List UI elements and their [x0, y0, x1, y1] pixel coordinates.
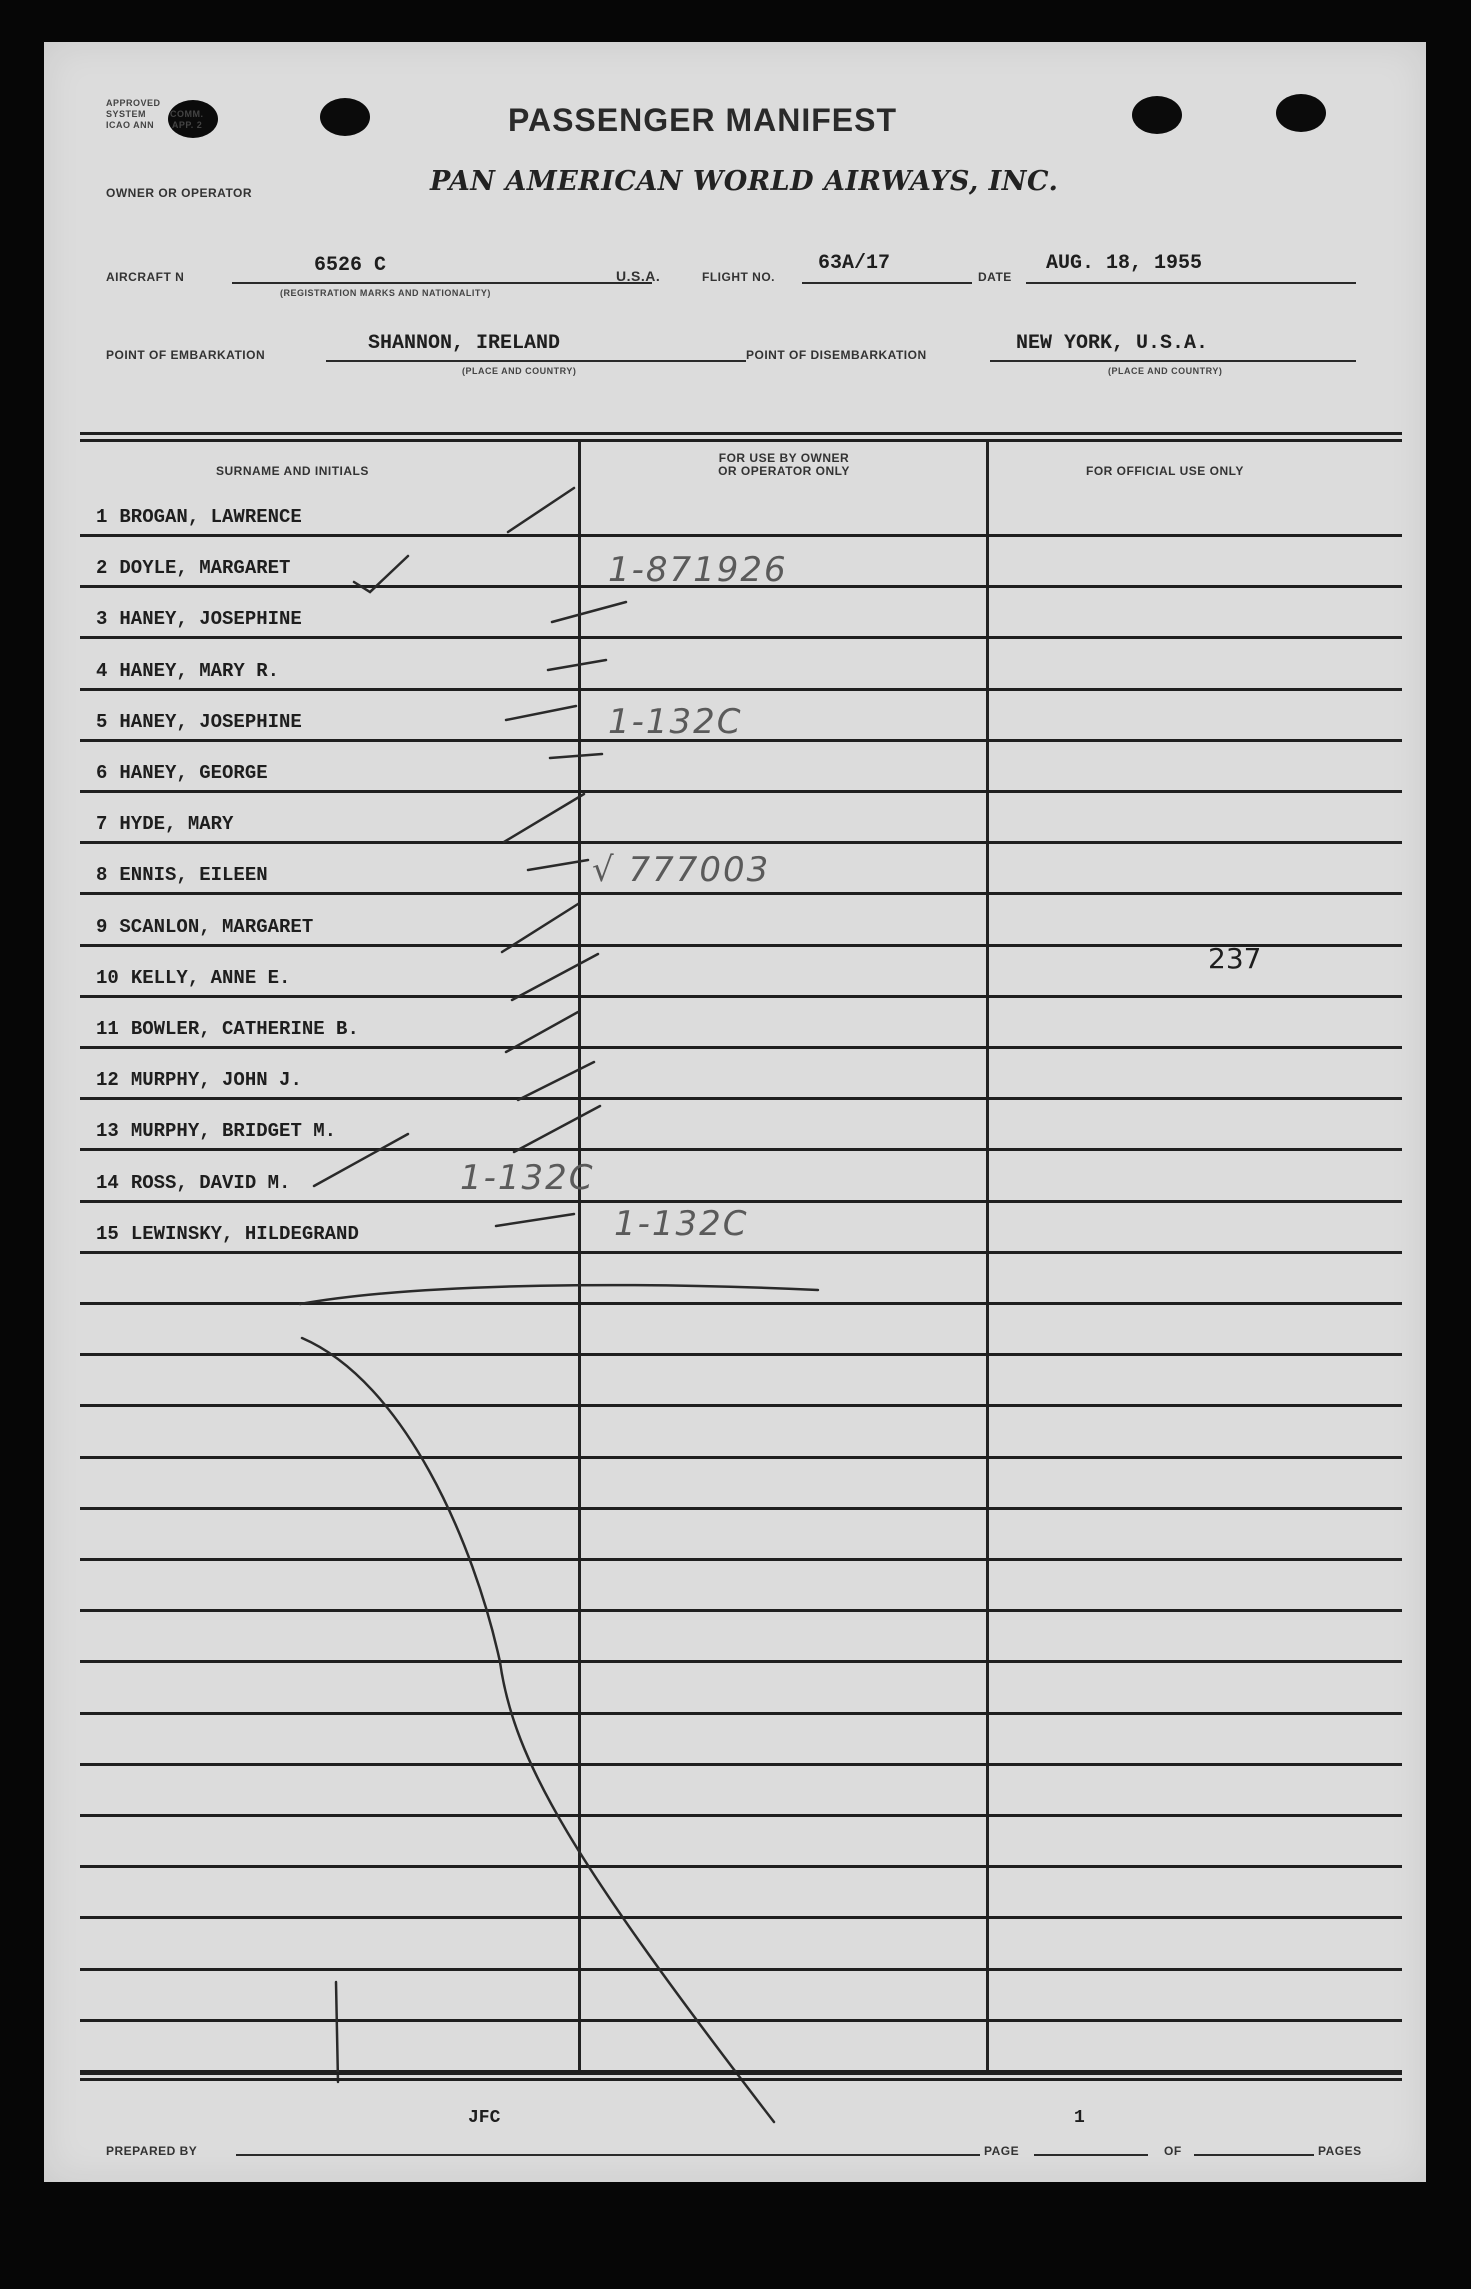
passenger-name: LEWINSKY, HILDEGRAND	[130, 1223, 359, 1245]
passenger-name: DOYLE, MARGARET	[119, 557, 291, 579]
owner-label: OWNER OR OPERATOR	[106, 186, 253, 200]
passenger-number: 11	[96, 1018, 119, 1040]
disembarkation-value: NEW YORK, U.S.A.	[1016, 332, 1209, 355]
passenger-number: 6	[96, 762, 108, 784]
form-title: PASSENGER MANIFEST	[508, 102, 897, 138]
passenger-number: 12	[96, 1069, 119, 1091]
page-label: PAGE	[984, 2144, 1020, 2158]
passenger-number: 8	[96, 864, 108, 886]
passenger-name: ENNIS, EILEEN	[119, 864, 268, 886]
flight-number: 63A/17	[818, 252, 891, 275]
aircraft-registration: 6526 C	[314, 254, 387, 277]
passenger-name: HANEY, JOSEPHINE	[119, 711, 302, 733]
column-header-surname: SURNAME AND INITIALS	[216, 464, 369, 478]
passenger-name: MURPHY, JOHN J.	[130, 1069, 302, 1091]
passenger-number: 1	[96, 506, 108, 528]
passenger-name: SCANLON, MARGARET	[119, 916, 314, 938]
passenger-name: HANEY, MARY R.	[119, 660, 280, 682]
passenger-number: 10	[96, 967, 119, 989]
aircraft-sublabel: (REGISTRATION MARKS AND NATIONALITY)	[280, 288, 491, 298]
handwritten-note-row15: 1-132C	[614, 1204, 749, 1244]
passenger-name: KELLY, ANNE E.	[130, 967, 291, 989]
disembarkation-label: POINT OF DISEMBARKATION	[746, 348, 927, 362]
flight-label: FLIGHT NO.	[702, 270, 775, 284]
passenger-number: 15	[96, 1223, 119, 1245]
operator-name: PAN AMERICAN WORLD AIRWAYS, INC.	[430, 166, 1059, 197]
passenger-number: 9	[96, 916, 108, 938]
column-header-owner-use: FOR USE BY OWNER OR OPERATOR ONLY	[718, 451, 850, 478]
embarkation-sublabel: (PLACE AND COUNTRY)	[462, 366, 577, 376]
date-label: DATE	[978, 270, 1012, 284]
passenger-name: HYDE, MARY	[119, 813, 234, 835]
handwritten-note-row5: 1-132C	[608, 702, 743, 742]
passenger-number: 7	[96, 813, 108, 835]
prepared-by-value: JFC	[468, 2108, 501, 2128]
handwritten-note-row2: 1-871926	[608, 550, 788, 590]
handwritten-note-row8: √ 777003	[592, 850, 771, 890]
flight-date: AUG. 18, 1955	[1046, 252, 1203, 275]
embarkation-value: SHANNON, IRELAND	[368, 332, 561, 355]
passenger-name: HANEY, GEORGE	[119, 762, 268, 784]
passenger-number: 2	[96, 557, 108, 579]
embarkation-label: POINT OF EMBARKATION	[106, 348, 266, 362]
pages-label: PAGES	[1318, 2144, 1362, 2158]
aircraft-label: AIRCRAFT N	[106, 270, 185, 284]
pen-strokes	[44, 42, 1426, 2182]
passenger-number: 13	[96, 1120, 119, 1142]
prepared-by-label: PREPARED BY	[106, 2144, 198, 2158]
column-header-official-use: FOR OFFICIAL USE ONLY	[1086, 464, 1244, 478]
passenger-name: HANEY, JOSEPHINE	[119, 608, 302, 630]
handwritten-note-row14: 1-132C	[460, 1158, 595, 1198]
page-number: 1	[1074, 2108, 1085, 2128]
disembarkation-sublabel: (PLACE AND COUNTRY)	[1108, 366, 1223, 376]
passenger-name: BOWLER, CATHERINE B.	[130, 1018, 359, 1040]
approval-stamp: APPROVED SYSTEM COMM. ICAO ANN APP. 2	[106, 98, 204, 130]
official-note-row10: 237	[1208, 942, 1262, 975]
aircraft-country: U.S.A.	[616, 268, 661, 284]
passenger-number: 4	[96, 660, 108, 682]
of-label: OF	[1164, 2144, 1182, 2158]
passenger-number: 3	[96, 608, 108, 630]
passenger-name: BROGAN, LAWRENCE	[119, 506, 302, 528]
passenger-name: ROSS, DAVID M.	[130, 1172, 291, 1194]
passenger-number: 14	[96, 1172, 119, 1194]
passenger-number: 5	[96, 711, 108, 733]
manifest-sheet	[44, 42, 1426, 2182]
passenger-name: MURPHY, BRIDGET M.	[130, 1120, 337, 1142]
